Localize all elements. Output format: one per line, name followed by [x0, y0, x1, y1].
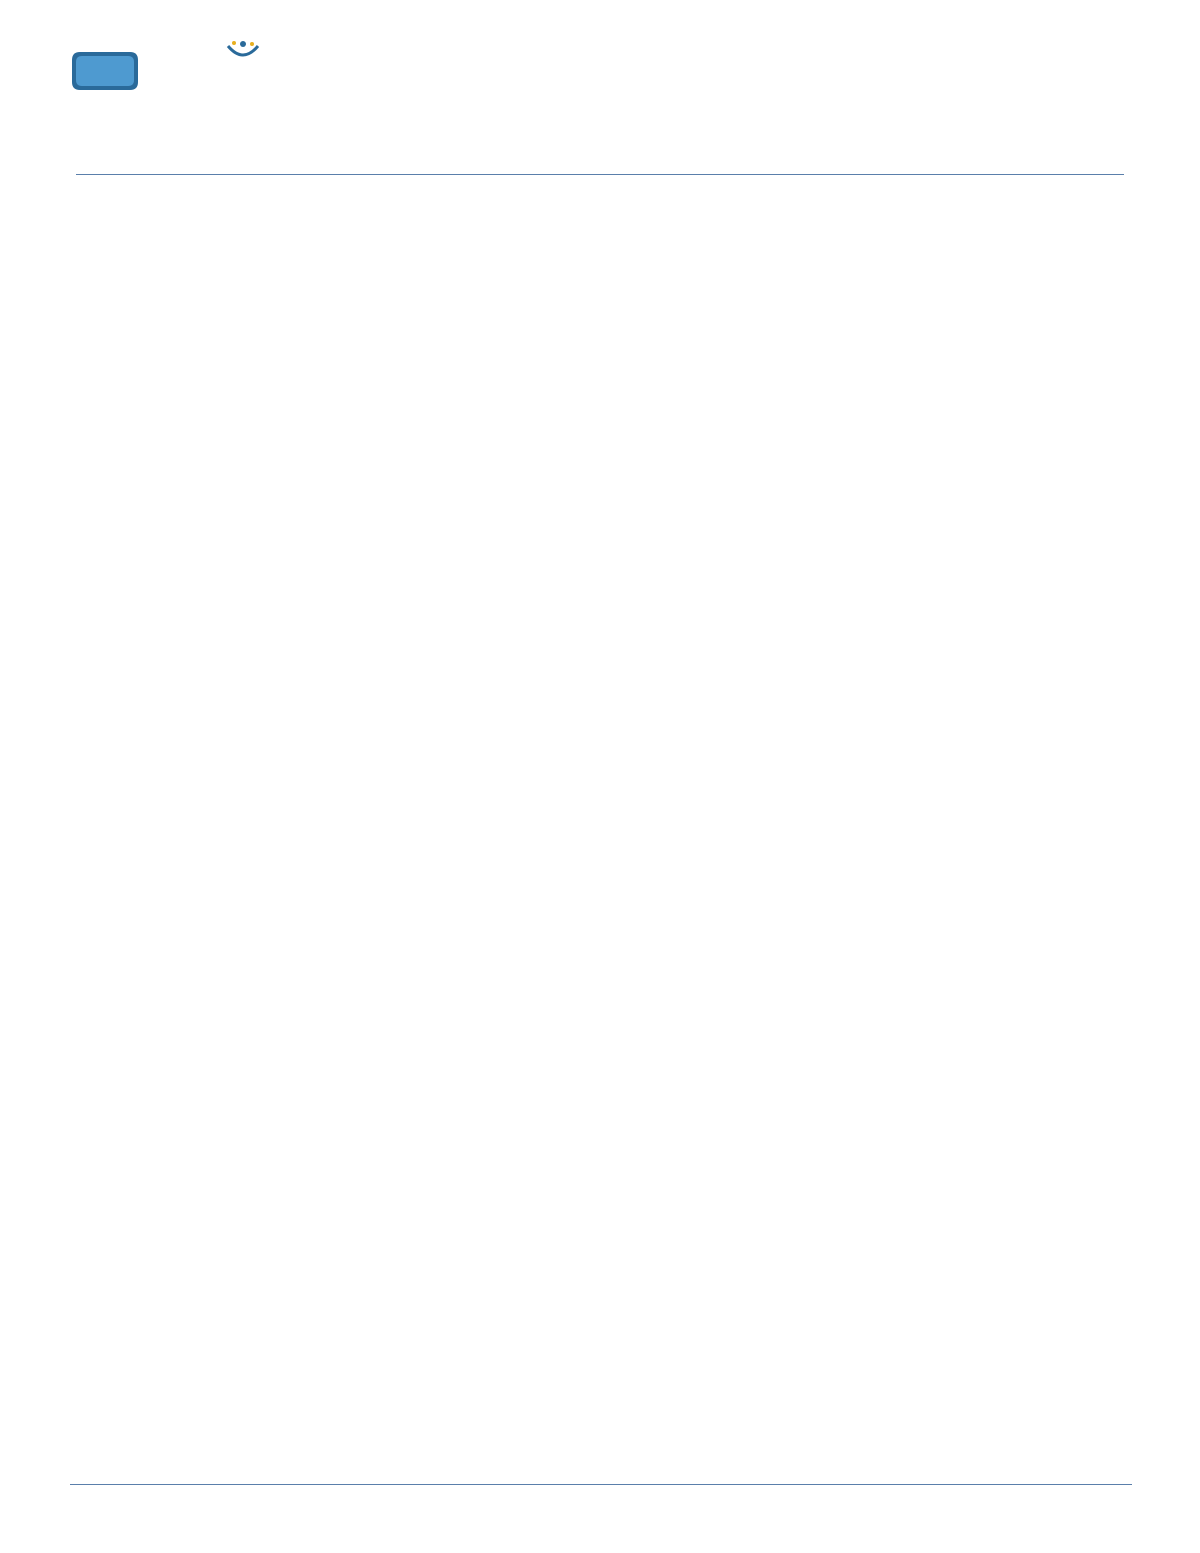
footer-divider [70, 1484, 1132, 1485]
